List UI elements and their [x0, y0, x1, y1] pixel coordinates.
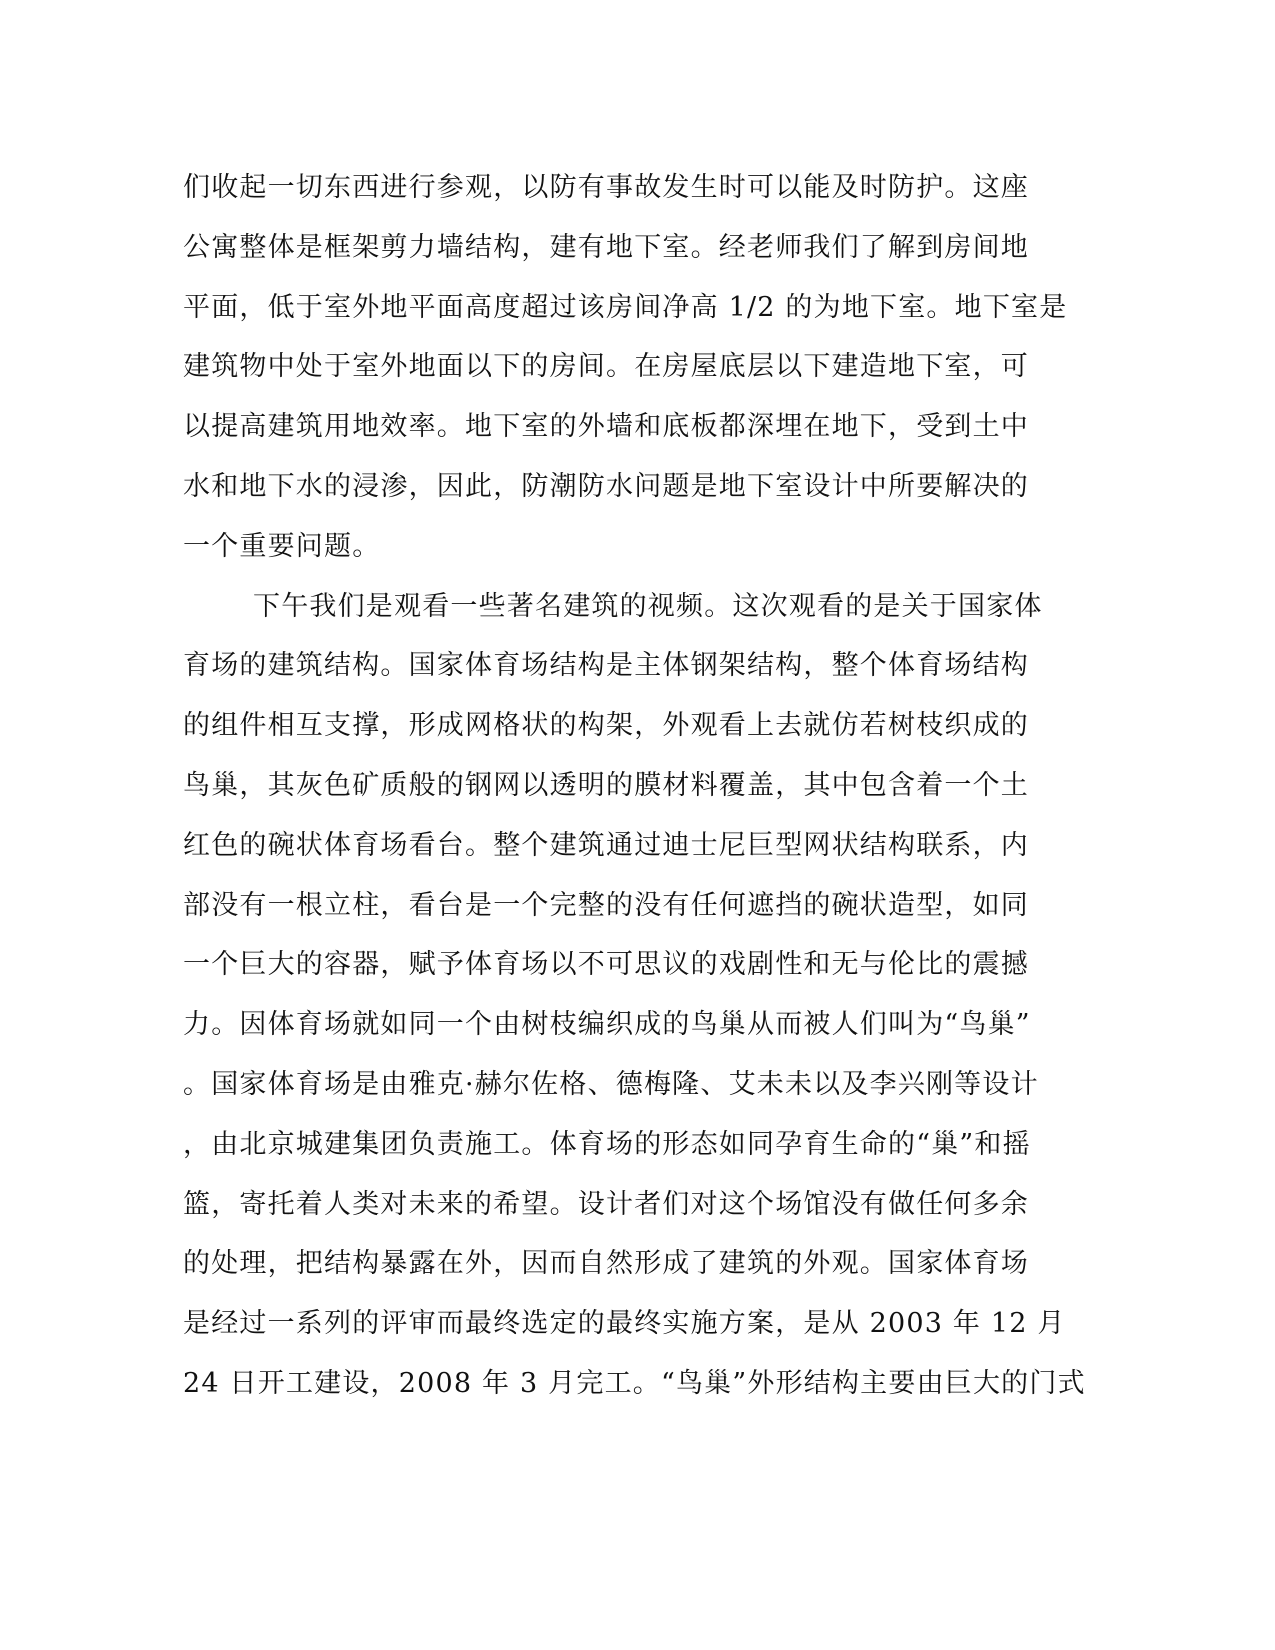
text-line: 建筑物中处于室外地面以下的房间。在房屋底层以下建造地下室，可 — [183, 351, 1029, 383]
body-text — [183, 158, 1086, 1414]
text-line: 力。因体育场就如同一个由树枝编织成的鸟巢从而被人们叫为“鸟巢” — [183, 1009, 1031, 1041]
text-line: ，由北京城建集团负责施工。体育场的形态如同孕育生命的“巢”和摇 — [183, 1128, 1031, 1160]
text-line: 。国家体育场是由雅克·赫尔佐格、德梅隆、艾未未以及李兴刚等设计 — [183, 1068, 1039, 1100]
text-line: 是经过一系列的评审而最终选定的最终实施方案，是从 2003 年 12 月 — [183, 1308, 1066, 1340]
paragraph-2 — [183, 577, 1086, 1414]
text-line-indented: 下午我们是观看一些著名建筑的视频。这次观看的是关于国家体 — [253, 590, 1043, 622]
text-line: 部没有一根立柱，看台是一个完整的没有任何遮挡的碗状造型，如同 — [183, 889, 1029, 921]
text-line: 平面，低于室外地平面高度超过该房间净高 1/2 的为地下室。地下室是 — [183, 291, 1068, 323]
text-line: 们收起一切东西进行参观，以防有事故发生时可以能及时防护。这座 — [183, 172, 1029, 203]
text-line: 一个巨大的容器，赋予体育场以不可思议的戏剧性和无与伦比的震撼 — [183, 949, 1029, 981]
text-line: 红色的碗状体育场看台。整个建筑通过迪士尼巨型网状结构联系，内 — [183, 829, 1029, 861]
text-line: 24 日开工建设，2008 年 3 月完工。“鸟巢”外形结构主要由巨大的门式 — [183, 1367, 1086, 1399]
text-line: 的组件相互支撑，形成网格状的构架，外观看上去就仿若树枝织成的 — [183, 710, 1029, 742]
text-line: 鸟巢，其灰色矿质般的钢网以透明的膜材料覆盖，其中包含着一个土 — [183, 769, 1029, 801]
text-line: 的处理，把结构暴露在外，因而自然形成了建筑的外观。国家体育场 — [183, 1248, 1029, 1280]
text-line: 水和地下水的浸渗，因此，防潮防水问题是地下室设计中所要解决的 — [183, 470, 1029, 502]
text-line: 以提高建筑用地效率。地下室的外墙和底板都深埋在地下，受到土中 — [183, 411, 1029, 443]
paragraph-1 — [183, 158, 1068, 577]
text-line: 育场的建筑结构。国家体育场结构是主体钢架结构，整个体育场结构 — [183, 650, 1029, 682]
text-line: 篮，寄托着人类对未来的希望。设计者们对这个场馆没有做任何多余 — [183, 1188, 1029, 1220]
text-line: 公寓整体是框架剪力墙结构，建有地下室。经老师我们了解到房间地 — [183, 231, 1029, 263]
text-line: 一个重要问题。 — [183, 530, 381, 562]
